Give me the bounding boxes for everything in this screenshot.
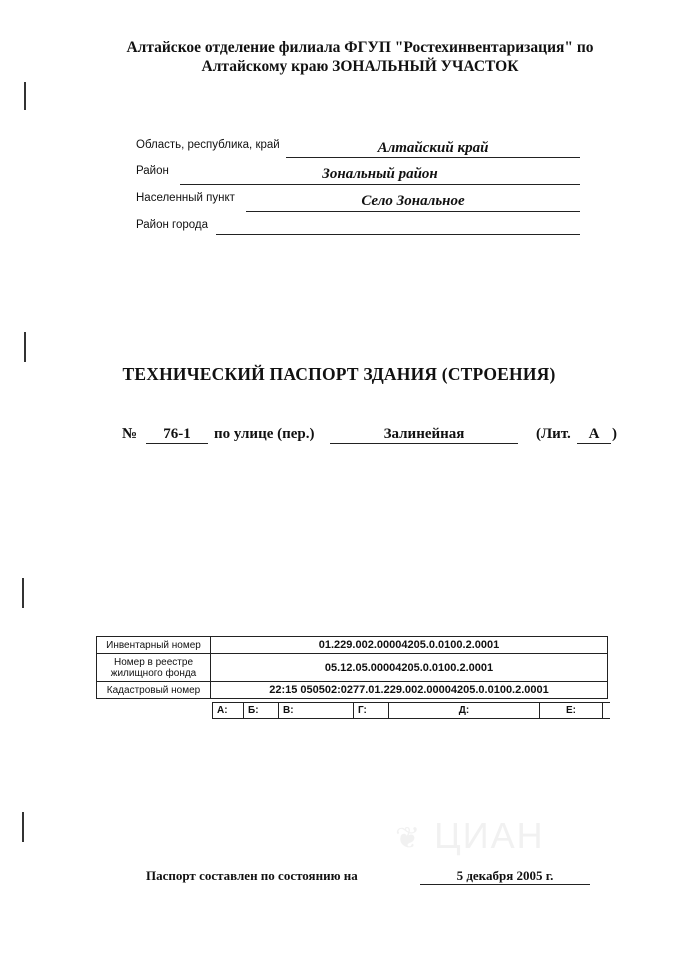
document-title: ТЕХНИЧЕСКИЙ ПАСПОРТ ЗДАНИЯ (СТРОЕНИЯ): [122, 364, 556, 384]
lit-cell: Г:: [353, 703, 388, 718]
binding-mark: [22, 812, 24, 842]
registry-table: [96, 636, 608, 699]
lit-cell: Е:: [539, 703, 603, 718]
lit-value: А: [588, 426, 600, 442]
binding-mark: [22, 578, 24, 608]
header-line-2: Алтайскому краю ЗОНАЛЬНЫЙ УЧАСТОК: [201, 58, 519, 75]
number-line: [146, 443, 208, 444]
field-value-region: Алтайский край: [377, 140, 489, 156]
field-label-region: Область, республика, край: [136, 139, 280, 151]
lit-cells-row: [212, 702, 610, 719]
street-label: по улице (пер.): [214, 426, 315, 442]
lit-close: ): [612, 426, 617, 442]
binding-mark: [24, 82, 26, 110]
registry-label: Инвентарный номер: [97, 637, 211, 654]
field-label-settlement: Населенный пункт: [136, 192, 235, 204]
registry-value: 05.12.05.00004205.0.0100.2.0001: [211, 654, 608, 682]
table-row: [97, 654, 608, 682]
street-name: Залинейная: [383, 426, 465, 442]
field-line-settlement: [246, 211, 580, 212]
field-line-region: [286, 157, 580, 158]
organization-header: [40, 38, 678, 76]
watermark-text: ЦИАН: [434, 815, 545, 856]
watermark-pin-icon: ❦: [395, 822, 423, 855]
lit-cell: Б:: [243, 703, 278, 718]
field-value-district: Зональный район: [322, 166, 438, 182]
registry-label: Кадастровый номер: [97, 682, 211, 699]
lit-cell: В:: [278, 703, 353, 718]
field-label-district: Район: [136, 165, 169, 177]
lit-line: [577, 443, 611, 444]
building-number: 76-1: [163, 426, 191, 442]
lit-label: (Лит.: [536, 426, 571, 442]
lit-cell: Д:: [388, 703, 539, 718]
watermark-logo: [395, 815, 545, 857]
number-sign: №: [122, 426, 138, 442]
field-value-settlement: Село Зональное: [361, 193, 465, 209]
table-row: [97, 637, 608, 654]
lit-cell: А:: [212, 703, 243, 718]
footer-date-line: [420, 884, 590, 885]
field-line-city-district: [216, 234, 580, 235]
field-line-district: [180, 184, 580, 185]
registry-value: 01.229.002.00004205.0.0100.2.0001: [211, 637, 608, 654]
field-label-city-district: Район города: [136, 219, 209, 231]
registry-value: 22:15 050502:0277.01.229.002.00004205.0.0100.2.0001: [211, 682, 608, 699]
registry-label: Номер в реестре жилищного фонда: [97, 654, 211, 682]
header-line-1: Алтайское отделение филиала ФГУП "Ростехинвентаризация" по: [126, 39, 594, 56]
footer-label: Паспорт составлен по состоянию на: [146, 868, 358, 883]
table-row: [97, 682, 608, 699]
binding-mark: [24, 332, 26, 362]
street-line: [330, 443, 518, 444]
footer-date: 5 декабря 2005 г.: [456, 868, 554, 883]
